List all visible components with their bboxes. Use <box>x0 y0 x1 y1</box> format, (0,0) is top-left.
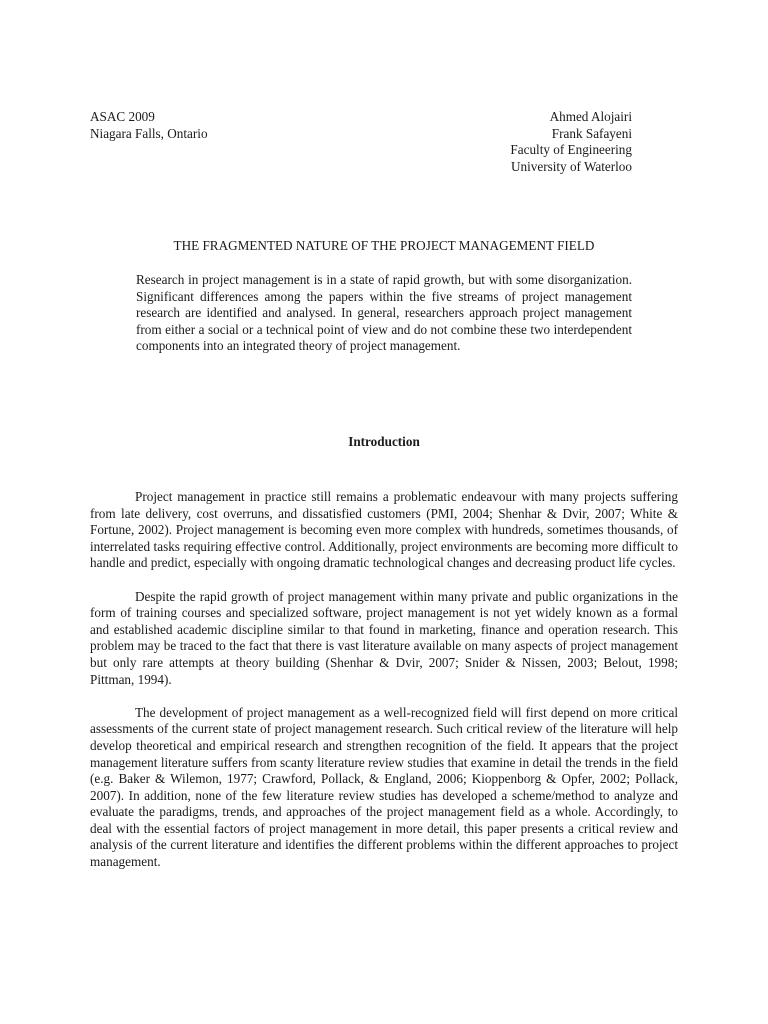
paper-title: THE FRAGMENTED NATURE OF THE PROJECT MANAGEMENT FIELD <box>173 238 595 253</box>
introduction-body <box>90 489 678 887</box>
paragraph-3: The development of project management as a well-recognized field will first depend on more critical assessments of the current state of project management research. Such critical review of the literature will help develop theoretical and empirical research and strengthen recognition of the field. It appears that the project management literature suffers from scanty literature review studies that examine in detail the trends in the field (e.g. Baker & Wilemon, 1977; Crawford, Pollack, & England, 2006; Kioppenborg & Opfer, 2002; Pollack, 2007). In addition, none of the few literature review studies has developed a scheme/method to analyze and evaluate the paradigms, trends, and approaches of the project management field as a whole. Accordingly, to deal with the essential factors of project management in more detail, this paper presents a critical review and analysis of the current literature and identifies the different problems within the different approaches to project management. <box>90 704 678 870</box>
author-1: Ahmed Alojairi <box>549 109 632 124</box>
conference-name: ASAC 2009 <box>90 109 155 124</box>
author-university: University of Waterloo <box>510 158 632 174</box>
paragraph-1: Project management in practice still remains a problematic endeavour with many projects suffering from late delivery, cost overruns, and dissatisfied customers (PMI, 2004; Shenhar & Dvir, 2007; White & Fortune, 2002). Project management is becoming even more complex with hundreds, sometimes thousands, of interrelated tasks requiring effective control. Additionally, project environments are becoming more difficult to handle and predict, especially with ongoing dramatic technological changes and decreasing product life cycles. <box>90 489 678 571</box>
author-faculty: Faculty of Engineering <box>510 142 632 158</box>
paragraph-2: Despite the rapid growth of project management within many private and public organizations in the form of training courses and specialized software, project management is not yet widely known as a formal and established academic discipline similar to that found in marketing, finance and operation research. This problem may be traced to the fact that there is vast literature available on many aspects of project management but only rare attempts at theory building (Shenhar & Dvir, 2007; Snider & Nissen, 2003; Belout, 1998; Pittman, 1994). <box>90 588 678 687</box>
conference-info <box>90 109 208 142</box>
conference-location: Niagara Falls, Ontario <box>90 125 208 141</box>
abstract: Research in project management is in a state of rapid growth, but with some disorganization. Significant differences among the papers within the five streams of project management research are identified and analysed. In general, researchers approach project management from either a social or a technical point of view and do not combine these two interdependent components into an integrated theory of project management. <box>136 272 632 354</box>
section-heading-introduction: Introduction <box>348 434 420 449</box>
author-2: Frank Safayeni <box>551 125 632 141</box>
author-info <box>510 109 632 175</box>
